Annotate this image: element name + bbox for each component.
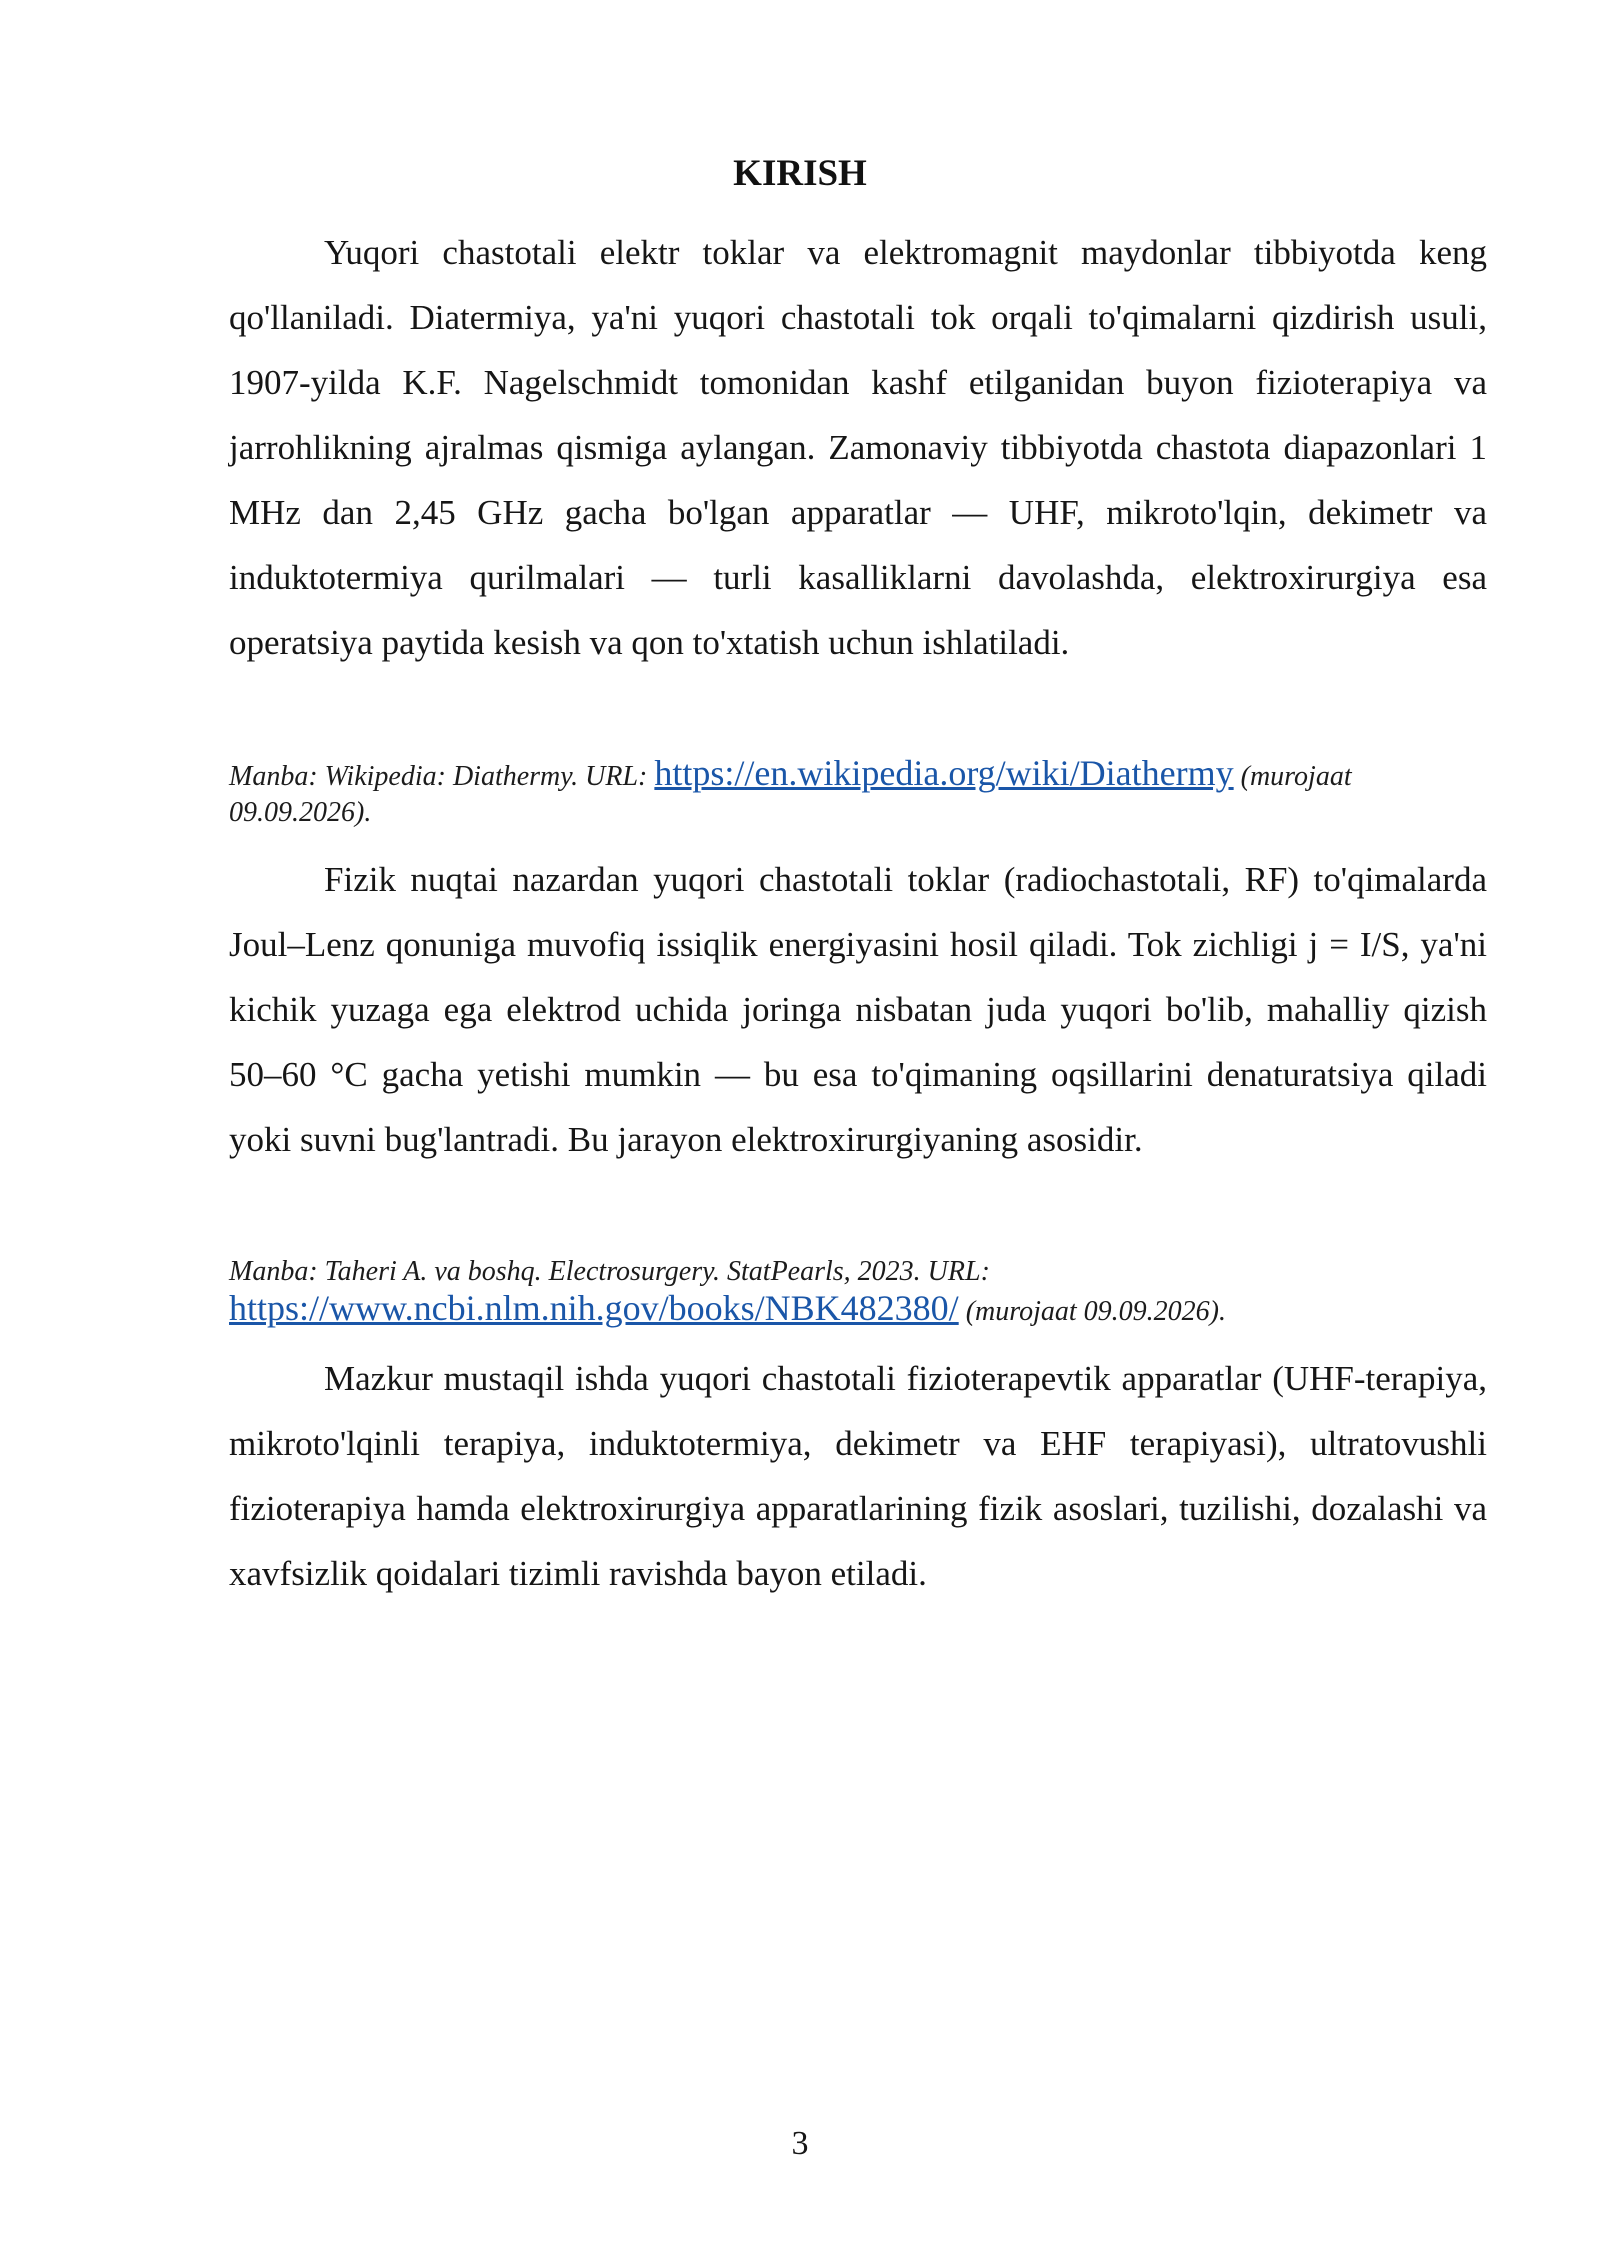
section-heading: KIRISH (733, 153, 867, 194)
source-link[interactable]: https://en.wikipedia.org/wiki/Diathermy (654, 753, 1234, 793)
paragraph-intro: Yuqori chastotali elektr toklar va elektromagnit maydonlar tibbiyotda keng qo'llaniladi. Diatermiya, ya'ni yuqori chastotali tok orqali to'qimalarni qizdirish usuli, 1907-yilda K.F. Nagelschmidt tomonidan kashf etilganidan buyon fizioterapiya va jarrohlikning ajralmas qismiga aylangan. Zamonaviy tibbiyotda chastota diapazonlari 1 MHz dan 2,45 GHz gacha bo'lgan apparatlar — UHF, mikroto'lqin, dekimetr va induktotermiya qurilmalari — turli kasalliklarni davolashda, elektroxirurgiya esa operatsiya paytida kesish va qon to'xtatish uchun ishlatiladi. (229, 233, 1487, 662)
paragraph-scope: Mazkur mustaqil ishda yuqori chastotali fizioterapevtik apparatlar (UHF-terapiya, mikroto'lqinli terapiya, induktotermiya, dekimetr va EHF terapiyasi), ultratovushli fizioterapiya hamda elektroxirurgiya apparatlarining fizik asoslari, tuzilishi, dozalashi va xavfsizlik qoidalari tizimli ravishda bayon etiladi. (229, 1359, 1487, 1593)
paragraph-physics: Fizik nuqtai nazardan yuqori chastotali toklar (radiochastotali, RF) to'qimalarda Joul–Lenz qonuniga muvofiq issiqlik energiyasini hosil qiladi. Tok zichligi j = I/S, ya'ni kichik yuzaga ega elektrod uchida joringa nisbatan juda yuqori bo'lib, mahalliy qizish 50–60 °C gacha yetishi mumkin — bu esa to'qimaning oqsillarini denaturatsiya qiladi yoki suvni bug'lantradi. Bu jarayon elektroxirurgiyaning asosidir. (229, 860, 1487, 1159)
source-link[interactable]: https://www.ncbi.nlm.nih.gov/books/NBK482380/ (229, 1288, 959, 1328)
source-prefix: Manba: Taheri A. va boshq. Electrosurgery. StatPearls, 2023. URL: (229, 1256, 990, 1287)
source-prefix: Manba: Wikipedia: Diathermy. URL: (229, 761, 655, 792)
page-number: 3 (791, 2125, 809, 2162)
source-citation-1 (229, 755, 1487, 831)
source-suffix: (murojaat 09.09.2026). (958, 1296, 1226, 1327)
source-citation-2 (229, 1254, 1487, 1330)
source-suffix: (murojaat 09.09.2026). (229, 761, 1352, 828)
